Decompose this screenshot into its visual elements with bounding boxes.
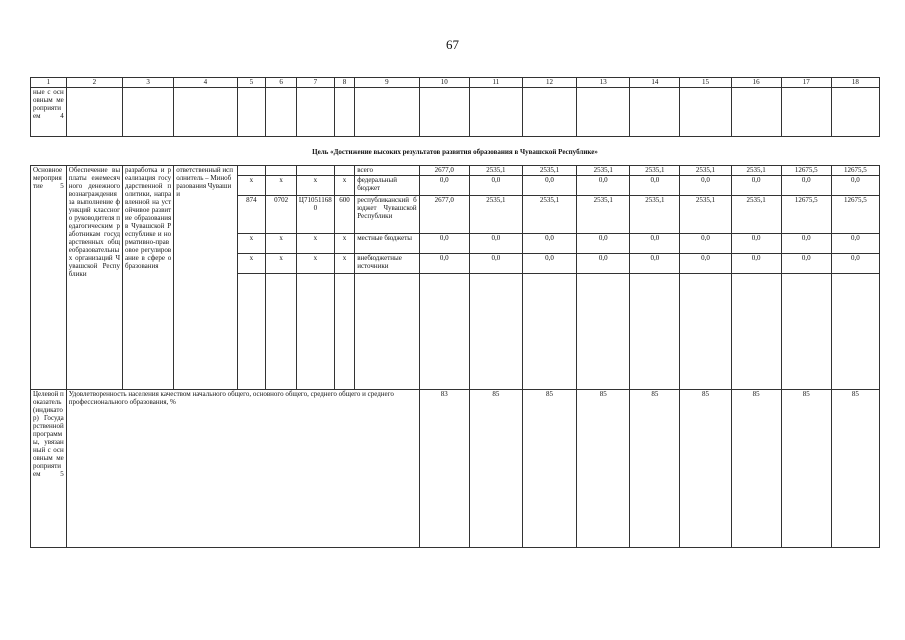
header-cell: 14 [630,78,680,88]
header-cell: 17 [781,78,831,88]
continuation-row [31,88,880,137]
measure-task: разработка и реализация государственной политики, направленной на устойчивое развитие образования в Чувашской Республике и нормативно-правовое регулирование в сфере образования [123,166,174,390]
indicator-text: Удовлетворенность населения качеством начального общего, основного общего, среднего общего и среднего профессионального образования, % [66,390,419,548]
measure-row-total: Основное мероприятие 5 Обеспечение выплаты ежемесячного денежного вознаграждения за выполнение функций классного руководителя педагогическим работникам государственных общеобразовательных организаций Чувашской Республики разработка и реализация государственной политики, направленной на устойчивое развитие образования в Чувашской Республике и нормативно-правовое регулирование в сфере образования ответственный исполнитель – Минобразования Чувашии всего 2677,0 2535,1 2535,1 2535,1 2535,1 2535,1 2535,1 12675,5 12675,5 [31,166,880,176]
measure-row-federal: x x x x федеральный бюджет 0,0 0,0 0,0 0,0 0,0 0,0 0,0 0,0 0,0 [31,176,880,196]
indicator-label: Целевой показатель (индикатор) Государственной программы, увязанный с основным мероприятием 5 [31,390,67,548]
header-cell: 15 [680,78,731,88]
measure-row-local: x x x x местные бюджеты 0,0 0,0 0,0 0,0 0,0 0,0 0,0 0,0 0,0 [31,234,880,254]
source-label: республиканский бюджет Чувашской Республики [355,196,419,234]
header-cell: 18 [831,78,879,88]
goal-heading: Цель «Достижение высоких результатов развития образования в Чувашской Республике» [31,137,880,166]
header-cell: 2 [66,78,122,88]
header-cell: 11 [469,78,522,88]
header-cell: 1 [31,78,67,88]
header-cell: 3 [123,78,174,88]
measure-description: Обеспечение выплаты ежемесячного денежного вознаграждения за выполнение функций классного руководителя педагогическим работникам государственных общеобразовательных организаций Чувашской Республики [66,166,122,390]
page-number: 67 [446,37,459,52]
source-label: всего [355,166,419,176]
header-cell: 5 [237,78,266,88]
header-cell: 4 [174,78,237,88]
header-cell: 9 [355,78,419,88]
measure-executor: ответственный исполнитель – Минобразования Чувашии [174,166,237,390]
budget-table [30,77,880,548]
source-label: федеральный бюджет [355,176,419,196]
header-cell: 6 [266,78,297,88]
goal-row [31,137,880,166]
header-row [31,78,880,88]
header-cell: 12 [522,78,576,88]
continuation-label: ные с основным мероприятием 4 [31,88,67,137]
indicator-row: Целевой показатель (индикатор) Государственной программы, увязанный с основным мероприятием 5 Удовлетворенность населения качеством начального общего, основного общего, среднего общего и среднего профессионального образования, % 83 85 85 85 85 85 85 85 85 [31,390,880,548]
measure-title: Основное мероприятие 5 [31,166,67,390]
header-cell: 7 [296,78,334,88]
measure-row-extrabudget: x x x x внебюджетные источники 0,0 0,0 0,0 0,0 0,0 0,0 0,0 0,0 0,0 [31,254,880,274]
header-cell: 10 [419,78,469,88]
source-label: внебюджетные источники [355,254,419,274]
header-cell: 16 [731,78,781,88]
header-cell: 13 [577,78,630,88]
measure-row-republican: 874 0702 Ц710511680 600 республиканский бюджет Чувашской Республики 2677,0 2535,1 2535,1 2535,1 2535,1 2535,1 2535,1 12675,5 12675,5 [31,196,880,234]
header-cell: 8 [334,78,354,88]
source-label: местные бюджеты [355,234,419,254]
